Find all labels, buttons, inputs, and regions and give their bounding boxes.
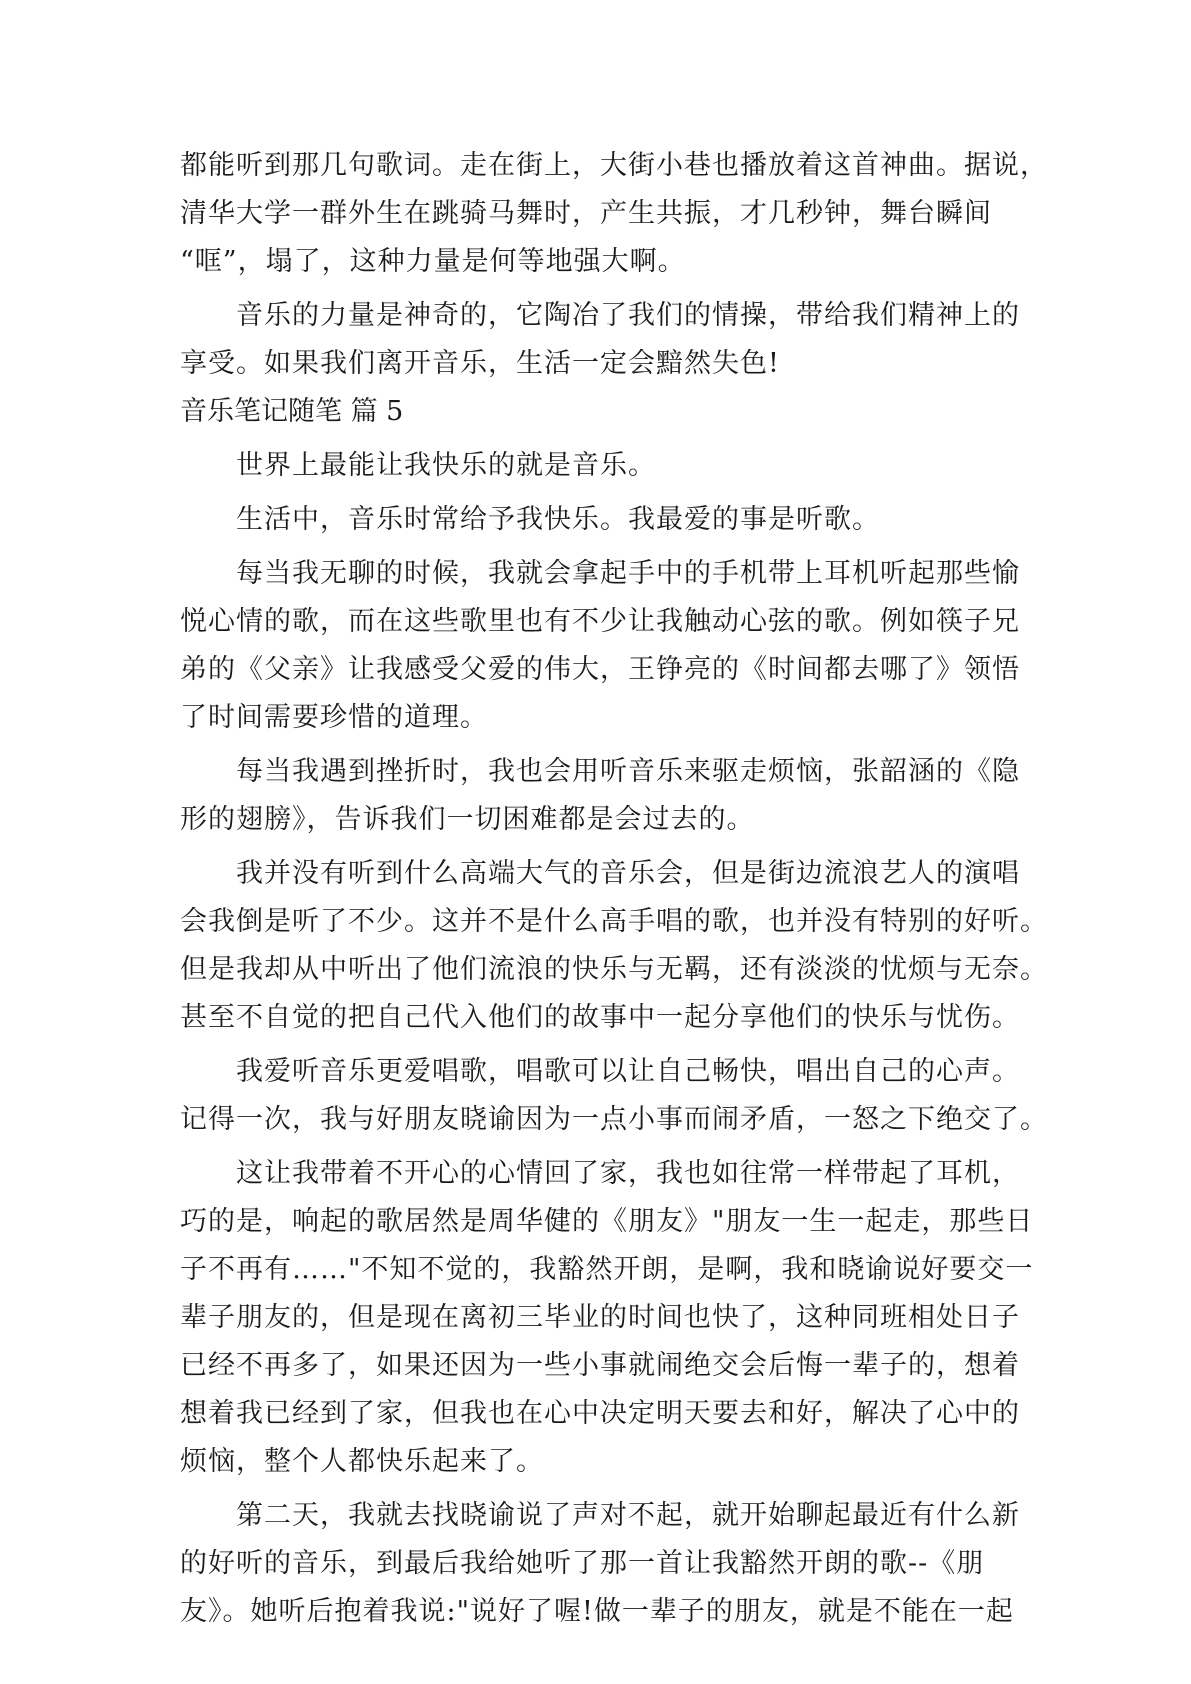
- text-line: 生活中，音乐时常给予我快乐。我最爱的事是听歌。: [236, 504, 880, 535]
- paragraph: [180, 292, 1020, 388]
- text-line: 第二天，我就去找晓谕说了声对不起，就开始聊起最近有什么新: [236, 1500, 1020, 1531]
- text-line: 我并没有听到什么高端大气的音乐会，但是街边流浪艺人的演唱: [236, 858, 1020, 889]
- text-line: 音乐的力量是神奇的，它陶冶了我们的情操，带给我们精神上的: [236, 300, 1020, 331]
- text-line: 我爱听音乐更爱唱歌，唱歌可以让自己畅快，唱出自己的心声。: [236, 1056, 1020, 1087]
- paragraph: [180, 496, 1020, 544]
- text-line: 弟的《父亲》让我感受父爱的伟大，王铮亮的《时间都去哪了》领悟: [180, 654, 1020, 685]
- text-line: 都能听到那几句歌词。走在街上，大街小巷也播放着这首神曲。据说，: [180, 150, 1048, 181]
- text-line: 子不再有……"不知不觉的，我豁然开朗，是啊，我和晓谕说好要交一: [180, 1254, 1034, 1285]
- paragraph: [180, 550, 1020, 742]
- text-line: 但是我却从中听出了他们流浪的快乐与无羁，还有淡淡的忧烦与无奈。: [180, 954, 1048, 985]
- text-line: 了时间需要珍惜的道理。: [180, 702, 488, 733]
- paragraph: [180, 748, 1020, 844]
- text-line: 清华大学一群外生在跳骑马舞时，产生共振，才几秒钟，舞台瞬间: [180, 198, 992, 229]
- paragraph: [180, 1048, 1048, 1144]
- document-body: [180, 142, 1048, 1636]
- text-line: 甚至不自觉的把自己代入他们的故事中一起分享他们的快乐与忧伤。: [180, 1002, 1020, 1033]
- text-line: 每当我无聊的时候，我就会拿起手中的手机带上耳机听起那些愉: [236, 558, 1020, 589]
- paragraph: [180, 1492, 1020, 1636]
- paragraph: [180, 1150, 1034, 1486]
- section-heading: 音乐笔记随笔 篇 5: [180, 396, 404, 427]
- text-line: 烦恼，整个人都快乐起来了。: [180, 1446, 544, 1477]
- text-line: 形的翅膀》，告诉我们一切困难都是会过去的。: [180, 804, 755, 835]
- text-line: 巧的是，响起的歌居然是周华健的《朋友》"朋友一生一起走，那些日: [180, 1206, 1034, 1237]
- text-line: 的好听的音乐，到最后我给她听了那一首让我豁然开朗的歌--《朋: [180, 1548, 985, 1579]
- text-line: 每当我遇到挫折时，我也会用听音乐来驱走烦恼，张韶涵的《隐: [236, 756, 1020, 787]
- text-line: 记得一次，我与好朋友晓谕因为一点小事而闹矛盾，一怒之下绝交了。: [180, 1104, 1048, 1135]
- text-line: 享受。如果我们离开音乐，生活一定会黯然失色!: [180, 348, 780, 379]
- paragraph: [180, 442, 1020, 490]
- paragraph: [180, 850, 1048, 1042]
- text-line: 世界上最能让我快乐的就是音乐。: [236, 450, 656, 481]
- text-line: 悦心情的歌，而在这些歌里也有不少让我触动心弦的歌。例如筷子兄: [180, 606, 1020, 637]
- text-line: 辈子朋友的，但是现在离初三毕业的时间也快了，这种同班相处日子: [180, 1302, 1020, 1333]
- text-line: 会我倒是听了不少。这并不是什么高手唱的歌，也并没有特别的好听。: [180, 906, 1048, 937]
- paragraph: [180, 142, 1048, 286]
- text-line: 已经不再多了，如果还因为一些小事就闹绝交会后悔一辈子的，想着: [180, 1350, 1020, 1381]
- text-line: 想着我已经到了家，但我也在心中决定明天要去和好，解决了心中的: [180, 1398, 1020, 1429]
- text-line: “哐”，塌了，这种力量是何等地强大啊。: [180, 246, 686, 277]
- text-line: 友》。她听后抱着我说:"说好了喔!做一辈子的朋友，就是不能在一起: [180, 1596, 1014, 1627]
- text-line: 这让我带着不开心的心情回了家，我也如往常一样带起了耳机，: [236, 1158, 1020, 1189]
